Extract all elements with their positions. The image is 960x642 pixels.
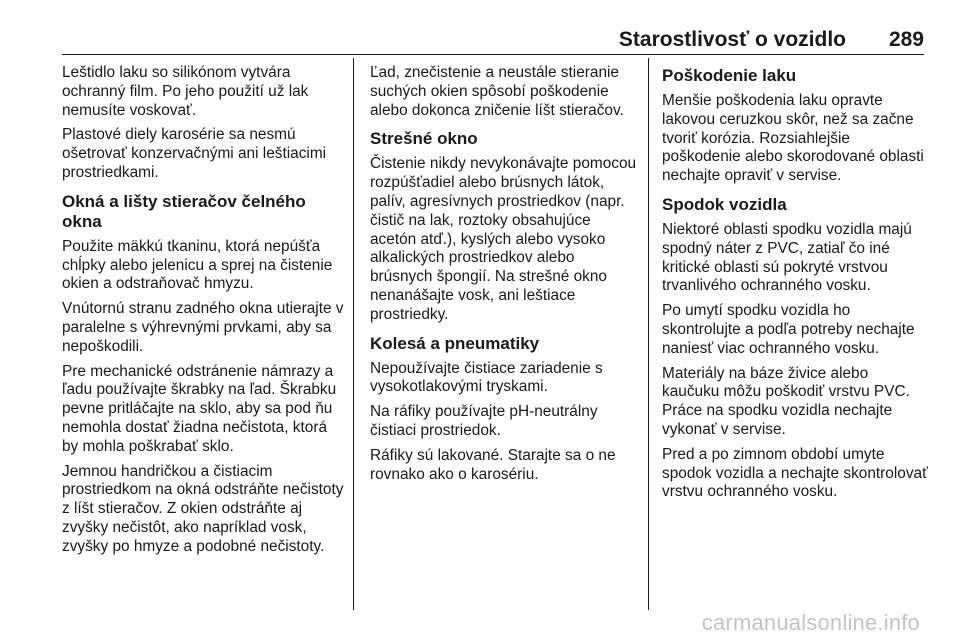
heading-wheels-tyres: Kolesá a pneumatiky — [370, 333, 540, 353]
paragraph-rim-cleaner: Na ráfiky používajte pH-neutrálny čistiaci prostriedok. — [370, 403, 598, 439]
heading-underbody: Spodok vozidla — [662, 194, 787, 214]
paragraph-ice-scraper: Pre mechanické odstránenie námrazy a ľadu používajte škrabky na ľad. Škrabku pevne pritláčajte na sklo, aby sa pod ňu nemohla dostať žiadna nečistota, ktorá by mohla poškrabať sklo. — [62, 362, 337, 455]
paragraph-rear-window: Vnútornú stranu zadného okna utierajte v paralelne s výhrevnými prvkami, aby sa nepoškodili. — [62, 300, 344, 355]
column-divider-1 — [353, 58, 354, 610]
page-number: 289 — [888, 28, 924, 51]
paragraph-wiper-cleaning: Jemnou handričkou a čistiacim prostriedkom na okná odstráňte nečistoty z líšt stieračov. Z okien odstráňte aj zvyšky nečistôt, ako napríklad vosk, zvyšky po hmyze a podobné nečistoty. — [62, 462, 344, 555]
heading-windows-wipers: Okná a lišty stieračov čelného okna — [62, 191, 306, 231]
paragraph-resin-materials: Materiály na báze živice alebo kaučuku môžu poškodiť vrstvu PVC. Práce na spodku vozidla nechajte vykonať v servise. — [662, 364, 910, 438]
paragraph-rims-painted: Ráfiky sú lakované. Starajte sa o ne rovnako ako o karosériu. — [370, 446, 616, 483]
paragraph-polish: Leštidlo laku so silikónom vytvára ochranný film. Po jeho použití už lak nemusíte voskovať. — [62, 64, 309, 119]
heading-sunroof: Strešné okno — [370, 129, 478, 149]
column-divider-2 — [648, 58, 649, 610]
paragraph-soft-cloth: Použite mäkkú tkaninu, ktorá nepúšťa chĺpky alebo jelenicu a sprej na čistenie okien a odstraňovač hmyzu. — [62, 237, 333, 293]
page-title: Starostlivosť o vozidlo — [618, 28, 846, 51]
header-rule — [62, 54, 924, 55]
page-header — [62, 28, 924, 54]
column-1 — [62, 64, 346, 563]
column-2 — [370, 64, 640, 490]
watermark: carmanualsonline.info — [701, 610, 920, 635]
column-3 — [662, 64, 928, 508]
paragraph-winter-wash: Pred a po zimnom období umyte spodok vozidla a nechajte skontrolovať vrstvu ochranného vosku. — [662, 445, 928, 501]
paragraph-after-wash: Po umytí spodku vozidla ho skontrolujte a podľa potreby nechajte naniesť viac ochranného vosku. — [662, 302, 915, 357]
paragraph-plastic-parts: Plastové diely karosérie sa nesmú ošetrovať konzervačnými ani leštiacimi prostriedkami. — [62, 126, 327, 181]
heading-paint-damage: Poškodenie laku — [662, 66, 797, 85]
paragraph-pvc-coating: Niektoré oblasti spodku vozidla majú spodný náter z PVC, zatiaľ čo iné kritické oblasti sú pokryté vrstvou trvanlivého ochranného vosku. — [662, 220, 912, 295]
paragraph-high-pressure: Nepoužívajte čistiace zariadenie s vysokotlakovými tryskami. — [370, 359, 603, 396]
paragraph-wiper-damage: Ľad, znečistenie a neustále stieranie suchých okien spôsobí poškodenie alebo dokonca zničenie líšt stieračov. — [370, 64, 624, 119]
paragraph-sunroof-cleaning: Čistenie nikdy nevykonávajte pomocou rozpúšťadiel alebo brúsnych látok, palív, agresívnych prostriedkov (napr. čistič na lak, roztoky obsahujúce acetón atď.), kyslých alebo vysoko alkalických prostriedkov alebo brúsnych špongií. Na strešné okno nenanášajte vosk, ani leštiace prostriedky. — [370, 155, 637, 323]
paragraph-paint-repair: Menšie poškodenia laku opravte lakovou ceruzkou skôr, než sa začne tvoriť korózia. Rozsiahlejšie poškodenie alebo skorodované oblasti nechajte opraviť v servise. — [662, 92, 924, 185]
